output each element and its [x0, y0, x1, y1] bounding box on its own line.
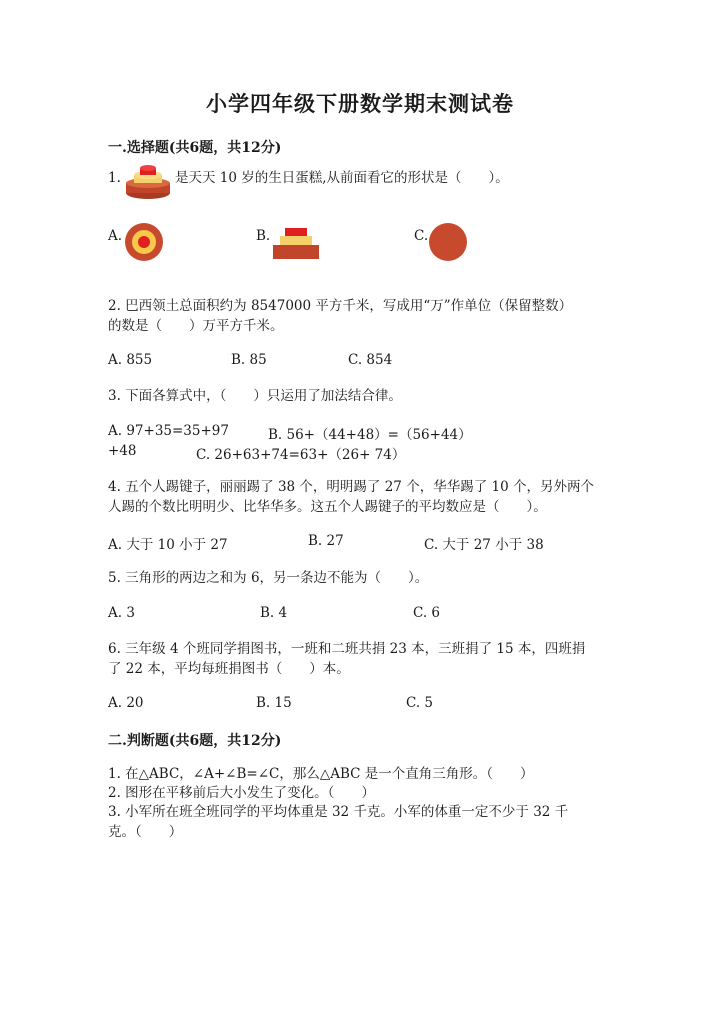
q6-option-b[interactable]: B. 15 [256, 695, 292, 711]
q4-text-line2: 人踢的个数比明明少、比华华多。这五个人踢键子的平均数应是（ ）。 [108, 499, 547, 515]
q1-number: 1. [108, 170, 121, 186]
q1-text: 是天天 10 岁的生日蛋糕,从前面看它的形状是（ ）。 [175, 170, 509, 186]
q6-option-a[interactable]: A. 20 [108, 695, 144, 711]
q5-option-a[interactable]: A. 3 [108, 605, 135, 621]
q2-text-line1: 2. 巴西领土总面积约为 8547000 平方千米，写成用“万”作单位（保留整数） [108, 298, 573, 314]
q1-option-a[interactable]: A. [108, 228, 123, 244]
judge-q1: 1. 在△ABC，∠A+∠B=∠C，那么△ABC 是一个直角三角形。（ ） [108, 766, 534, 782]
q3-option-b-continued: +48 [108, 443, 137, 459]
q4-text-line1: 4. 五个人踢键子，丽丽踢了 38 个，明明踢了 27 个，华华踢了 10 个，另外两个 [108, 479, 594, 495]
q1-option-c[interactable]: C. [414, 228, 429, 244]
concentric-circles-icon [124, 222, 164, 262]
q6-text-line1: 6. 三年级 4 个班同学捐图书，一班和二班共捐 23 本，三班捐了 15 本，四班捐 [108, 641, 586, 657]
section-heading-choice: 一.选择题(共6题，共12分) [108, 140, 282, 156]
q2-option-b[interactable]: B. 85 [231, 352, 267, 368]
q5-option-b[interactable]: B. 4 [260, 605, 288, 621]
q6-option-c[interactable]: C. 5 [406, 695, 434, 711]
judge-q3-line2: 克。（ ） [108, 824, 183, 840]
q2-option-a[interactable]: A. 855 [108, 352, 153, 368]
q3-option-b[interactable]: B. 56+（44+48）=（56+44） [268, 427, 472, 443]
q4-option-a[interactable]: A. 大于 10 小于 27 [108, 537, 228, 553]
cake-3d-icon [124, 163, 172, 201]
q5-option-c[interactable]: C. 6 [413, 605, 441, 621]
judge-q3-line1: 3. 小军所在班全班同学的平均体重是 32 千克。小军的体重一定不少于 32 千 [108, 804, 569, 820]
q4-option-c[interactable]: C. 大于 27 小于 38 [424, 537, 544, 553]
stacked-rectangles-icon [273, 228, 319, 260]
q6-text-line2: 了 22 本，平均每班捐图书（ ）本。 [108, 661, 350, 677]
q2-text-line2: 的数是（ ）万平方千米。 [108, 318, 284, 334]
q3-option-a[interactable]: A. 97+35=35+97 [108, 423, 229, 439]
q3-text: 3. 下面各算式中，（ ）只运用了加法结合律。 [108, 388, 402, 404]
q1-option-b[interactable]: B. [256, 228, 271, 244]
page-title: 小学四年级下册数学期末测试卷 [206, 91, 514, 116]
q3-option-c[interactable]: C. 26+63+74=63+（26+ 74） [196, 447, 406, 463]
judge-q2: 2. 图形在平移前后大小发生了变化。（ ） [108, 785, 375, 801]
q5-text: 5. 三角形的两边之和为 6，另一条边不能为（ ）。 [108, 570, 429, 586]
section-heading-judgement: 二.判断题(共6题，共12分) [108, 733, 282, 749]
solid-circle-icon [428, 222, 468, 262]
q2-option-c[interactable]: C. 854 [348, 352, 393, 368]
q4-option-b[interactable]: B. 27 [308, 533, 344, 549]
